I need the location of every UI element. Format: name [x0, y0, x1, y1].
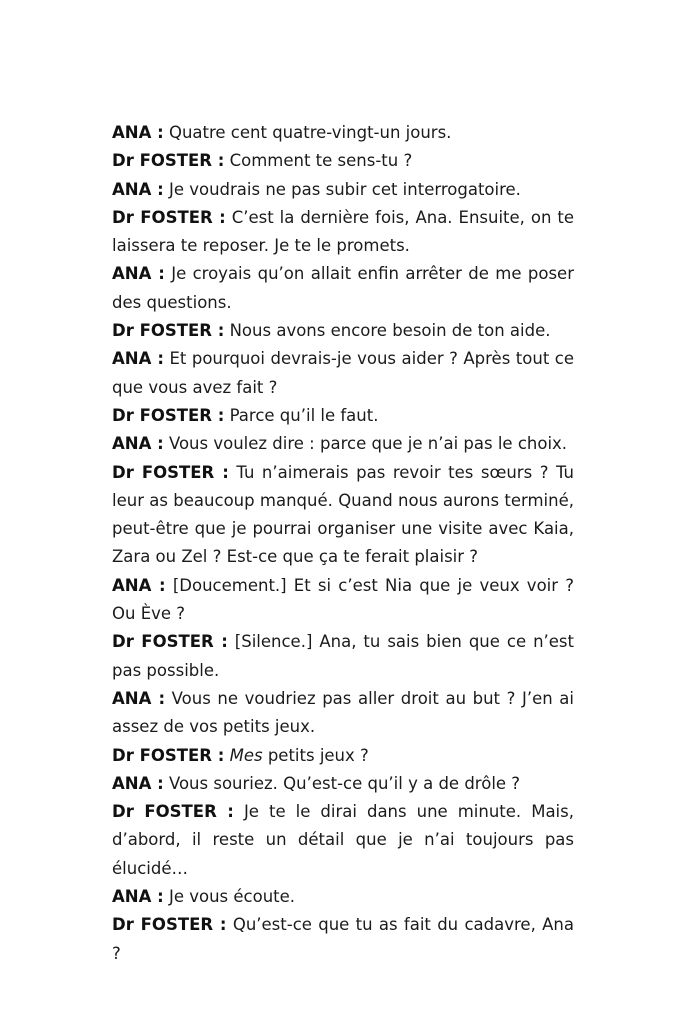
dialogue-line: [112, 260, 574, 317]
speaker-label: ANA :: [112, 575, 166, 595]
dialogue-line: [112, 176, 574, 204]
speaker-label: Dr FOSTER :: [112, 151, 225, 171]
line-text: Qu’est-ce que tu as fait du cadavre, Ana ?: [112, 915, 574, 963]
line-text: Je croyais qu’on allait enfin arrêter de me poser des questions.: [112, 264, 574, 312]
line-text: Tu n’aimerais pas revoir tes sœurs ? Tu leur as beaucoup manqué. Quand nous aurons terminé, peut-être que je pourrai organiser une visite avec Kaia, Zara ou Zel ? Est-ce que ça te ferait plaisir ?: [112, 462, 574, 567]
speaker-label: ANA :: [112, 179, 164, 199]
dialogue-line: [112, 883, 574, 911]
speaker-label: ANA :: [112, 264, 165, 284]
line-text: Nous avons encore besoin de ton aide.: [229, 321, 551, 341]
speaker-label: ANA :: [112, 349, 164, 369]
speaker-label: ANA :: [112, 434, 164, 454]
dialogue-line: [112, 345, 574, 402]
speaker-label: Dr FOSTER :: [112, 462, 229, 482]
dialogue-line: [112, 572, 574, 629]
dialogue-line: [112, 430, 574, 458]
line-text: petits jeux ?: [262, 745, 369, 765]
speaker-label: Dr FOSTER :: [112, 802, 234, 822]
speaker-label: ANA :: [112, 123, 164, 142]
emphasis-text: Mes: [229, 745, 263, 765]
dialogue-line: [112, 798, 574, 883]
dialogue-page: [112, 119, 574, 968]
line-text: [Doucement.] Et si c’est Nia que je veux voir ? Ou Ève ?: [112, 575, 574, 624]
dialogue-line: [112, 685, 574, 742]
line-text: C’est la dernière fois, Ana. Ensuite, on te laissera te reposer. Je te le promets.: [112, 207, 574, 256]
dialogue-line: [112, 204, 574, 261]
dialogue-line: [112, 402, 574, 430]
line-text: [Silence.] Ana, tu sais bien que ce n’est pas possible.: [112, 632, 574, 680]
speaker-label: ANA :: [112, 887, 164, 907]
dialogue-line: [112, 119, 574, 147]
line-text: Vous voulez dire : parce que je n’ai pas le choix.: [168, 434, 568, 454]
dialogue-line: [112, 770, 574, 798]
speaker-label: ANA :: [112, 688, 166, 708]
dialogue-line: [112, 742, 574, 770]
dialogue-line: [112, 459, 574, 572]
line-text: Vous souriez. Qu’est-ce qu’il y a de drôle ?: [168, 773, 521, 793]
line-text: Quatre cent quatre-vingt-un jours.: [168, 123, 452, 142]
line-text: Je voudrais ne pas subir cet interrogatoire.: [168, 179, 521, 199]
line-text: Comment te sens-tu ?: [229, 151, 413, 171]
speaker-label: Dr FOSTER :: [112, 745, 225, 765]
speaker-label: Dr FOSTER :: [112, 405, 225, 425]
dialogue-line: [112, 317, 574, 345]
speaker-label: ANA :: [112, 773, 164, 793]
line-text: Je te le dirai dans une minute. Mais, d’abord, il reste un détail que je n’ai toujours pas élucidé…: [112, 802, 574, 878]
speaker-label: Dr FOSTER :: [112, 321, 225, 341]
line-text: Vous ne voudriez pas aller droit au but ? J’en ai assez de vos petits jeux.: [112, 688, 575, 737]
dialogue-line: [112, 628, 574, 685]
line-text: Parce qu’il le faut.: [229, 405, 379, 425]
speaker-label: Dr FOSTER :: [112, 915, 227, 935]
line-text: Et pourquoi devrais-je vous aider ? Après tout ce que vous avez fait ?: [112, 349, 574, 397]
dialogue-line: [112, 911, 574, 968]
speaker-label: Dr FOSTER :: [112, 632, 228, 652]
speaker-label: Dr FOSTER :: [112, 207, 226, 227]
dialogue-line: [112, 147, 574, 175]
line-text: Je vous écoute.: [168, 887, 296, 907]
